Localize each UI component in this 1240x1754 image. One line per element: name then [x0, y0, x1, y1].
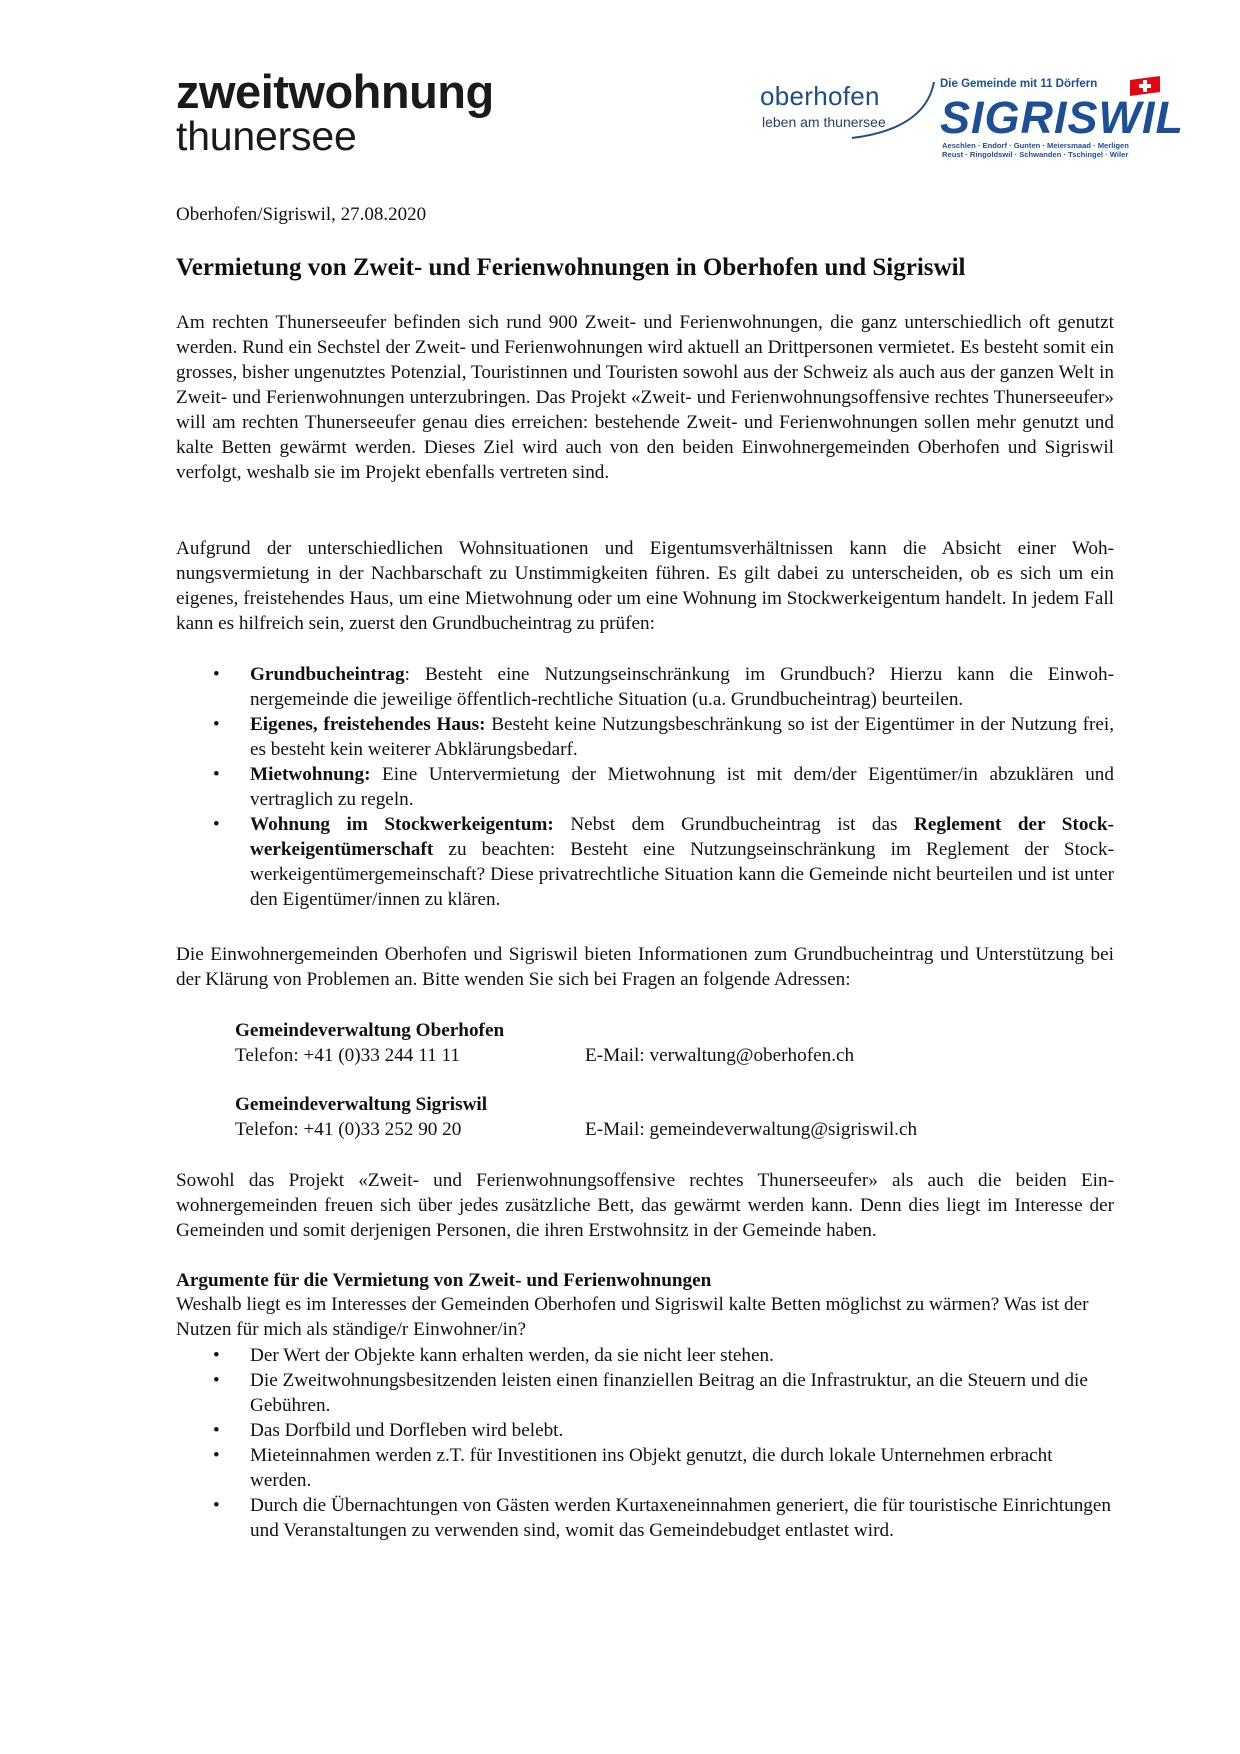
arguments-list — [176, 1343, 1114, 1543]
list-item — [176, 1418, 1114, 1443]
list-item-term-2: Reglement der Stockwerkeigentümerschaft — [250, 814, 1114, 860]
sigriswil-villages-line1: Aeschlen · Endorf · Gunten · Meiersmaad · Merligen — [942, 141, 1129, 150]
list-item-term: Wohnung im Stockwerkeigentum: — [250, 814, 554, 835]
list-item — [176, 1443, 1114, 1493]
list-item — [176, 662, 1114, 712]
list-item-term: Eigenes, freistehendes Haus: — [250, 714, 486, 735]
list-item-text: Die Zweitwohnungsbesitzenden leisten einen finanziellen Beitrag an die Infrastruktur, an die Steuern und die Gebühren. — [250, 1370, 1088, 1416]
arguments-question: Weshalb liegt es im Interesses der Gemeinden Oberhofen und Sigriswil kalte Betten möglichst zu wärmen? Was ist der Nutzen für mich als ständige/r Einwohner/in? — [176, 1294, 1089, 1340]
list-item-text: Das Dorfbild und Dorfleben wird belebt. — [250, 1420, 564, 1441]
list-item — [176, 1368, 1114, 1418]
sigriswil-wordmark: SIGRISWIL — [940, 92, 1184, 143]
dateline: Oberhofen/Sigriswil, 27.08.2020 — [176, 204, 427, 225]
bullet-icon: • — [213, 1370, 220, 1391]
list-item — [176, 1493, 1114, 1543]
list-item — [176, 812, 1114, 912]
bullet-icon: • — [213, 764, 220, 785]
contact-email[interactable]: E-Mail: verwaltung@oberhofen.ch — [585, 1045, 855, 1066]
bullet-icon: • — [213, 1345, 220, 1366]
bullet-icon: • — [213, 1445, 220, 1466]
intro-paragraph: Am rechten Thunerseeufer befinden sich rund 900 Zweit- und Ferienwohnungen, die ganz unterschiedlich oft genutzt werden. Rund ein Sechstel der Zweit- und Ferienwohnungen wird aktuell an Drittpersonen vermietet. Es besteht somit ein grosses, bisher ungenutztes Potenzial, Touristinnen und Touristen sowohl aus der Schweiz als auch aus der ganzen Welt in Zweit- und Ferienwohnungen unterzubringen. Das Projekt «Zweit- und Ferienwohnungsoffensive rechtes Thunerseeufer» will am rechten Thunerseeufer genau dies erreichen: bestehende Zweit- und Ferienwohnungen sollen mehr genutzt und kalte Betten gewärmt werden. Dieses Ziel wird auch von den beiden Einwohnergemeinden Oberhofen und Sigriswil verfolgt, weshalb sie im Projekt ebenfalls vertreten sind. — [176, 312, 1114, 483]
logo-zw-line2: thunersee — [176, 113, 357, 159]
contact-org: Gemeindeverwaltung Oberhofen — [235, 1020, 505, 1041]
arguments-heading: Argumente für die Vermietung von Zweit- und Ferienwohnungen — [176, 1270, 712, 1291]
contact-org: Gemeindeverwaltung Sigriswil — [235, 1094, 488, 1115]
list-item-text: Mieteinnahmen werden z.T. für Investitionen ins Objekt genutzt, die durch lokale Unternehmen erbracht werden. — [250, 1445, 1053, 1491]
list-item-text: Der Wert der Objekte kann erhalten werden, da sie nicht leer stehen. — [250, 1345, 774, 1366]
bullet-icon: • — [213, 1495, 220, 1516]
list-item-text: Eine Untervermietung der Mietwohnung ist mit dem/der Eigentümer/in abzuklären und vertraglich zu regeln. — [250, 764, 1114, 810]
bullet-icon: • — [213, 1420, 220, 1441]
sigriswil-villages-line2: Reust · Ringoldswil · Schwanden · Tschingel · Wiler — [942, 150, 1129, 159]
list-item-text: Besteht keine Nutzungsbeschränkung so ist der Eigentümer in der Nutzung frei, es besteht kein weiterer Abklärungsbedarf. — [250, 714, 1114, 760]
bullet-icon: • — [213, 814, 220, 835]
list-item-term: Mietwohnung: — [250, 764, 371, 785]
sigriswil-logo — [940, 76, 1184, 160]
sigriswil-logo-tagline: Die Gemeinde mit 11 Dörfern — [940, 78, 1098, 90]
list-item — [176, 712, 1114, 762]
list-item-text: Nebst dem Grundbucheintrag ist das — [553, 814, 914, 835]
list-item-text-2: zu beachten: Besteht eine Nutzungseinschränkung im Reglement der Stockwerkeigentümergemeinschaft? Diese privatrechtliche Situation kann die Gemeinde nicht beurteilen und ist unter den Eigentümer/innen zu klären. — [250, 839, 1114, 910]
oberhofen-logo-tagline: leben am thunersee — [762, 114, 886, 130]
list-item-text: : Besteht eine Nutzungseinschränkung im Grundbuch? Hierzu kann die Einwohnergemeinde die jeweilige öffentlich-rechtliche Situation (u.a. Grundbucheintrag) beurteilen. — [250, 664, 1114, 710]
contact-phone[interactable]: Telefon: +41 (0)33 252 90 20 — [235, 1119, 462, 1140]
oberhofen-logo-name: oberhofen — [760, 81, 880, 111]
list-item — [176, 762, 1114, 812]
contact-email[interactable]: E-Mail: gemeindeverwaltung@sigriswil.ch — [585, 1119, 918, 1140]
situation-paragraph: Aufgrund der unterschiedlichen Wohnsituationen und Eigentumsverhältnissen kann die Absicht einer Wohnungsvermietung in der Nachbarschaft zu Unstimmigkeiten führen. Es gilt dabei zu unterscheiden, ob es sich um ein eigenes, freistehendes Haus, um eine Mietwohnung oder um eine Wohnung im Stockwerkeigentum handelt. In jedem Fall kann es hilfreich sein, zuerst den Grundbucheintrag zu prüfen: — [176, 538, 1114, 634]
contact-oberhofen — [235, 1018, 854, 1068]
oberhofen-logo — [760, 80, 940, 152]
ownership-type-list — [176, 662, 1114, 912]
document-title: Vermietung von Zweit- und Ferienwohnungen in Oberhofen und Sigriswil — [176, 254, 966, 281]
zweitwohnung-thunersee-logo — [176, 65, 494, 159]
bullet-icon: • — [213, 664, 220, 685]
list-item-term: Grundbucheintrag — [250, 664, 405, 685]
logo-zw-line1: zweitwohnung — [176, 65, 494, 118]
list-item — [176, 1343, 1114, 1368]
contact-phone[interactable]: Telefon: +41 (0)33 244 11 11 — [235, 1045, 460, 1066]
list-item-text: Durch die Übernachtungen von Gästen werden Kurtaxeneinnahmen generiert, die für touristische Einrichtungen und Veranstaltungen zu verwenden sind, womit das Gemeindebudget entlastet wird. — [250, 1495, 1112, 1541]
sigriswil-villages — [942, 141, 1129, 159]
contact-sigriswil — [235, 1092, 917, 1142]
support-paragraph: Die Einwohnergemeinden Oberhofen und Sigriswil bieten Informationen zum Grundbucheintrag und Unterstützung bei der Klärung von Problemen an. Bitte wenden Sie sich bei Fragen an folgende Adressen: — [176, 944, 1114, 990]
bullet-icon: • — [213, 714, 220, 735]
closing-paragraph: Sowohl das Projekt «Zweit- und Ferienwohnungsoffensive rechtes Thunerseeufer» als auch die beiden Einwohnergemeinden freuen sich über jedes zusätzliche Bett, das gewärmt werden kann. Denn dies liegt im Interesse der Gemeinden und somit derjenigen Personen, die ihren Erstwohnsitz in der Gemeinde haben. — [176, 1170, 1114, 1241]
